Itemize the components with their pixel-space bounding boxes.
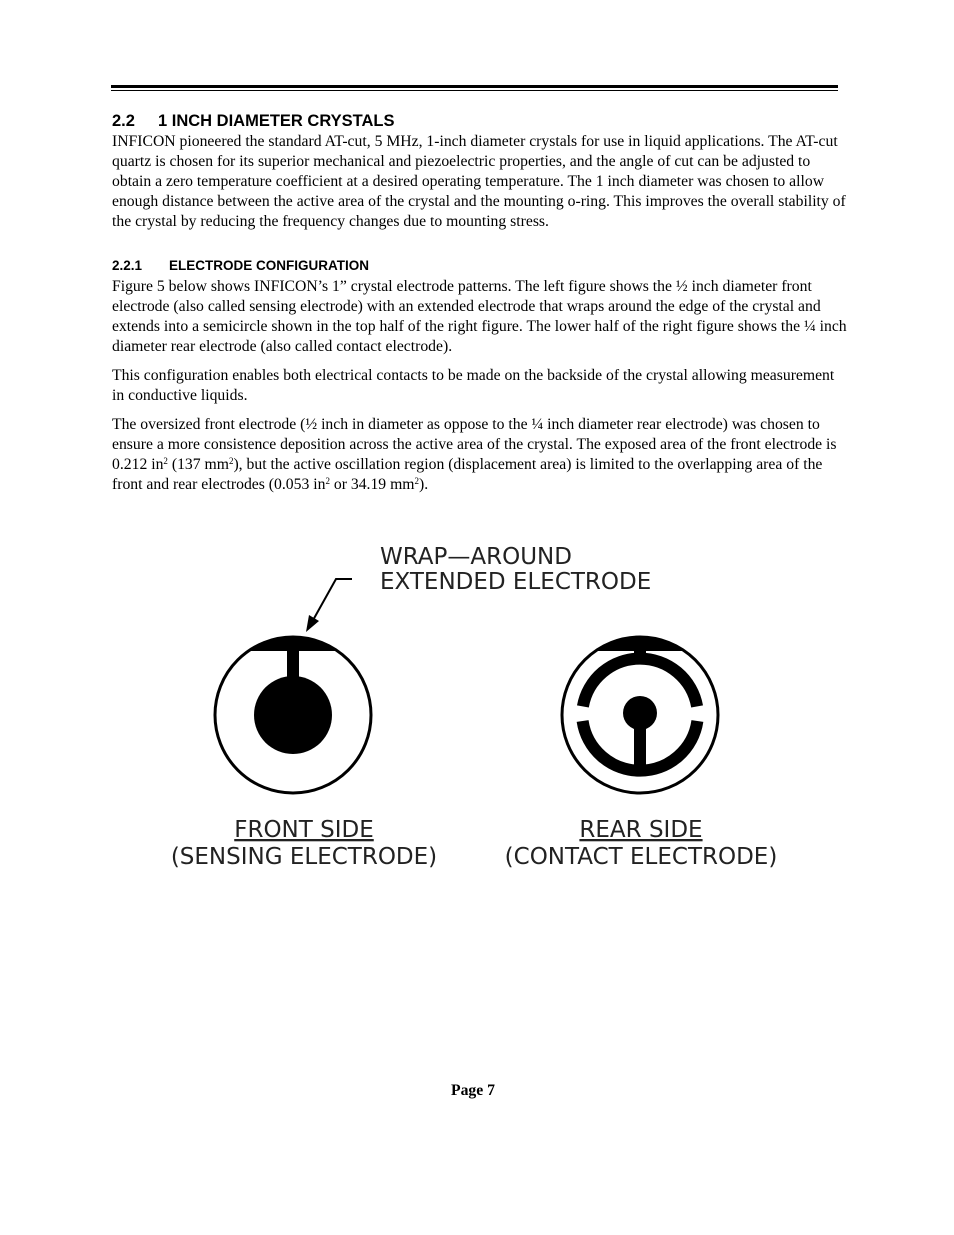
- subsection-number: 2.2.1: [112, 258, 143, 273]
- callout-line-2: EXTENDED ELECTRODE: [380, 569, 652, 595]
- front-wrap-tab: [200, 625, 390, 651]
- front-side-subtitle: (SENSING ELECTRODE): [170, 844, 438, 870]
- section-number: 2.2: [112, 112, 135, 130]
- para3-sup-2: 2: [228, 456, 234, 466]
- para3-text-4: or 34.19 mm: [329, 476, 415, 493]
- para3-text-1: The oversized front electrode (½ inch in diameter as oppose to the ¼ inch diameter rear electrode) was chosen to ensure a more consistence deposition across the active area of the crystal. The exposed area of the front electrode is 0.212 in: [112, 416, 837, 473]
- rear-crystal: [550, 625, 740, 793]
- para3-sup-1: 2: [163, 456, 168, 466]
- front-sensing-electrode: [254, 676, 332, 754]
- header-rule-thin: [111, 90, 838, 91]
- header-rule: [111, 85, 838, 88]
- page-number: Page 7: [451, 1082, 495, 1099]
- section-heading: [112, 112, 848, 131]
- subsection-paragraph-1: Figure 5 below shows INFICON’s 1” crystal electrode patterns. The left figure shows the ½ inch diameter front electrode (also called sensing electrode) with an extended electrode that wraps around the edge of the crystal and extends into a semicircle shown in the top half of the right figure. The lower half of the right figure shows the ¼ inch diameter rear electrode (also called contact electrode).: [112, 278, 847, 355]
- para3-text-3: ), but the active oscillation region (displacement area) is limited to the overlapping area of the front and rear electrodes (0.053 in: [112, 456, 823, 493]
- para3-sup-3: 2: [325, 476, 330, 486]
- front-crystal: [200, 625, 390, 793]
- subsection-paragraph-2: This configuration enables both electrical contacts to be made on the backside of the crystal allowing measurement in conductive liquids.: [112, 367, 835, 404]
- section-title: 1 INCH DIAMETER CRYSTALS: [158, 112, 395, 130]
- rear-side-subtitle: (CONTACT ELECTRODE): [504, 844, 778, 870]
- para3-text-2: (137 mm: [167, 456, 229, 473]
- callout-leader-line: [312, 579, 352, 622]
- callout-arrowhead: [306, 615, 319, 632]
- page-content: [112, 112, 848, 504]
- subsection-paragraph-3: [112, 415, 848, 495]
- para3-sup-4: 2: [414, 476, 419, 486]
- rear-side-title: REAR SIDE: [579, 817, 703, 843]
- section-paragraph: INFICON pioneered the standard AT-cut, 5 MHz, 1-inch diameter crystals for use in liquid applications. The AT-cut quartz is chosen for its superior mechanical and piezoelectric properties, and the angle of cut can be adjusted to obtain a zero temperature coefficient at a desired operating temperature. The 1 inch diameter was chosen to allow enough distance between the active area of the crystal and the mounting o-ring. This improves the overall stability of the crystal by reducing the frequency changes due to mounting stress.: [112, 133, 846, 230]
- subsection-title: ELECTRODE CONFIGURATION: [169, 258, 369, 273]
- electrode-diagram: [160, 535, 800, 885]
- electrode-figure: [160, 535, 800, 885]
- para3-text-5: ).: [418, 476, 429, 493]
- front-side-title: FRONT SIDE: [234, 817, 374, 843]
- callout-line-1: WRAP—AROUND: [380, 544, 572, 570]
- subsection-heading: [112, 258, 848, 273]
- rear-contact-electrode: [623, 696, 657, 730]
